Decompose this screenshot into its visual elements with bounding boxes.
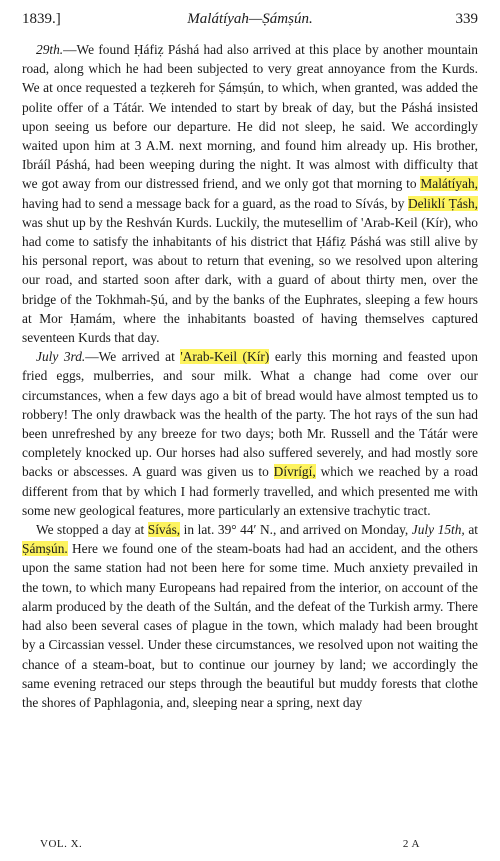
text-run: —We found Ḥáfiẓ Páshá had also arrived at this place by another mountain road, along which he had been subjected to very great annoyance from the Kurds. We at once requested a teẓkereh for Ṣámṣún, to which, when granted, was added the polite offer of a Tátár. We intended to start by break of day, but the Páshá insisted upon seeing us before our departure. He did not sleep, he said. We accordingly waited upon him at 3 A.M. next morning, and found him already up. His brother, Ibráíl Páshá, had been weeping during the night. It was almost with difficulty that we got away from our distressed friend, and we only got that morning to: [22, 42, 478, 192]
body-text: [22, 40, 478, 712]
entry-date: 29th.: [36, 42, 64, 57]
text-run: which we reached by a road different from that by which I had formerly travelled, and which presented me with some new geological features, more particularly an extensive trachytic tract.: [22, 464, 478, 518]
text-run: —We arrived at: [85, 349, 181, 365]
signature-mark: 2 A: [402, 838, 420, 850]
page-number: 339: [455, 11, 478, 27]
highlight-samsun: Ṣámṣún.: [22, 541, 68, 557]
highlight-malatiyah: Malátíyah,: [420, 176, 478, 192]
header-year: 1839.]: [22, 11, 61, 27]
running-header: [22, 8, 478, 30]
paragraph-sivas-samsun: [22, 520, 478, 712]
text-run: Here we found one of the steam-boats had had an accident, and the others upon the same station had not been here for some time. Much anxiety prevailed in the town, to which many Europeans had repaired from the interior, on account of the alarm produced by the death of the Sultán, and the defeat of the Turkish army. There had also been several cases of plague in the town, which malady had been brought by a Circassian vessel. Under these circumstances, we resolved upon not waiting the chance of a steam-boat, but to continue our journey by land; we accordingly the same evening retraced our steps through the beautiful but muddy forests that clothe the shores of Paphlagonia, and, sleeping near a spring, next day: [22, 541, 478, 710]
text-run: at: [464, 522, 478, 538]
paragraph-july-3: [22, 347, 478, 520]
text-run: in lat. 39° 44′ N., and arrived on Monday,: [180, 522, 412, 538]
entry-date: July 3rd.: [36, 349, 86, 365]
highlight-arab-keil: 'Arab-Keil (Kír): [180, 349, 270, 365]
header-title: Malátíyah—Ṣámṣún.: [187, 11, 313, 27]
entry-date: July 15th,: [411, 522, 465, 538]
text-run: having had to send a message back for a guard, as the road to Sívás, by: [22, 195, 408, 211]
text-run: was shut up by the Reshván Kurds. Luckily, the mutesellim of 'Arab-Keil (Kír), who had come to satisfy the inhabitants of his district that Ḥáfiẓ Páshá was still alive by his personal report, was about to return that evening, so we resolved upon altering our road, and started soon after dark, with a guard of about thirty men, over the bridge of the Tokhmah-Ṣú, and by the banks of the Euphrates, sleeping a few hours at Mor Ḥamám, where the inhabitants boasted of having themselves captured seventeen Kurds that day.: [22, 214, 478, 346]
paragraph-june-29: [22, 40, 478, 347]
highlight-delikli-tash: Deliklí Ṭásh,: [407, 195, 478, 211]
text-run: We stopped a day at: [36, 522, 148, 538]
highlight-divrigi: Dívrígí,: [273, 464, 316, 480]
highlight-sivas: Sívás,: [147, 522, 181, 538]
volume-label: VOL. X.: [40, 838, 83, 850]
text-run: early this morning and feasted upon fried eggs, mulberries, and sour milk. What a change had come over our circumstances, when a few days ago a bit of bread would have almost tempted us to robbery! The only drawback was the health of the party. The hot rays of the sun had been unrefreshed by any breeze for two days; both Mr. Russell and the Tátár were completely knocked up. Our horses had also suffered severely, and had mostly sore backs or abscesses. A guard was given us to: [22, 349, 479, 480]
page-footer: [40, 835, 460, 853]
